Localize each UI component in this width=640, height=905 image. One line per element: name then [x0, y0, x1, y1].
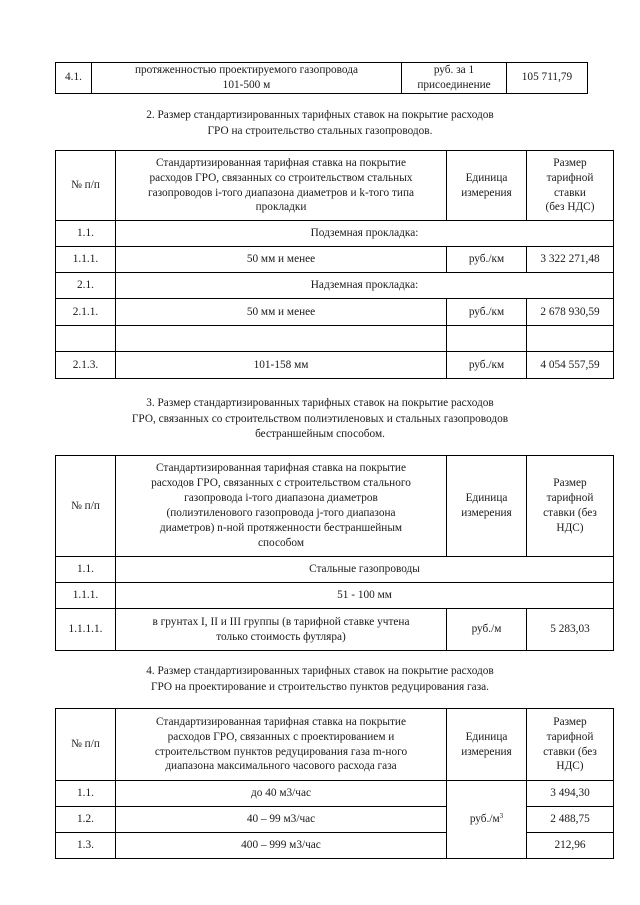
row-description: 400 – 999 м3/час [116, 833, 447, 859]
row-number: 1.1. [56, 557, 116, 583]
row-description: 101-158 мм [116, 352, 447, 379]
row-value: 4 054 557,59 [527, 352, 614, 379]
section4-table [55, 708, 614, 859]
header-description: Стандартизированная тарифная ставка на покрытие расходов ГРО, связанных с проектированием и строительством пунктов редуцирования газа m-ного диапазона максимального часового расхода газа [116, 709, 447, 781]
header-rate: Размер тарифной ставки (без НДС) [527, 709, 614, 781]
section2-table [55, 150, 614, 379]
row-number: 2.1.1. [56, 299, 116, 326]
table-row [56, 273, 614, 299]
table-row [56, 352, 614, 379]
row-description [116, 326, 447, 352]
row-number: 2.1. [56, 273, 116, 299]
header-description: Стандартизированная тарифная ставка на покрытие расходов ГРО, связанных с строительством стального газопровода i-того диапазона диаметров (полиэтиленового газопровода j-того диапазона диаметров) n-ной протяженности бестраншейным способом [116, 456, 447, 557]
row-number: 1.1.1. [56, 583, 116, 609]
header-num: № п/п [56, 151, 116, 221]
row-unit: руб./км [447, 299, 527, 326]
row-value: 3 322 271,48 [527, 247, 614, 273]
row-description: в грунтах I, II и III группы (в тарифной ставке учтена только стоимость футляра) [116, 609, 447, 651]
header-description: Стандартизированная тарифная ставка на покрытие расходов ГРО, связанных со строительством стальных газопроводов i-того диапазона диаметров и k-того типа прокладки [116, 151, 447, 221]
row-description: 50 мм и менее [116, 247, 447, 273]
row-number: 1.3. [56, 833, 116, 859]
header-num: № п/п [56, 456, 116, 557]
section3-heading: 3. Размер стандартизированных тарифных ставок на покрытие расходов ГРО, связанных со строительством полиэтиленовых и стальных газопроводов бестраншейным способом. [131, 397, 509, 440]
table-row [56, 247, 614, 273]
row-value: 5 283,03 [527, 609, 614, 651]
row-value [527, 326, 614, 352]
row-unit: руб./км [447, 352, 527, 379]
table-header-row [56, 456, 614, 557]
table-row [56, 833, 614, 859]
row-description: протяженностью проектируемого газопровода 101-500 м [92, 63, 402, 94]
row-unit: руб./км [447, 247, 527, 273]
row-value: 2 488,75 [527, 807, 614, 833]
row-unit: руб. за 1 присоединение [402, 63, 507, 94]
table-row [56, 299, 614, 326]
row-description: 40 – 99 м3/час [116, 807, 447, 833]
row-value: 212,96 [527, 833, 614, 859]
table-row [56, 63, 588, 94]
header-unit: Единица измерения [447, 456, 527, 557]
table-header-row [56, 151, 614, 221]
table-header-row [56, 709, 614, 781]
row-description: 50 мм и менее [116, 299, 447, 326]
row-value: 105 711,79 [507, 63, 588, 94]
row-number: 2.1.3. [56, 352, 116, 379]
row-group-label: Подземная прокладка: [116, 221, 614, 247]
table-row [56, 609, 614, 651]
row-value: 2 678 930,59 [527, 299, 614, 326]
row-group-label: Стальные газопроводы [116, 557, 614, 583]
row-number: 1.1.1.1. [56, 609, 116, 651]
table-row [56, 326, 614, 352]
row-group-label: Надземная прокладка: [116, 273, 614, 299]
header-unit: Единица измерения [447, 151, 527, 221]
table-row [56, 807, 614, 833]
header-num: № п/п [56, 709, 116, 781]
header-unit: Единица измерения [447, 709, 527, 781]
header-rate: Размер тарифной ставки (без НДС) [527, 456, 614, 557]
row-value: 3 494,30 [527, 781, 614, 807]
table-row [56, 557, 614, 583]
row-number: 4.1. [56, 63, 92, 94]
table-row [56, 221, 614, 247]
top-table [55, 62, 588, 94]
row-group-label: 51 - 100 мм [116, 583, 614, 609]
row-unit: $руб./м^3$ [447, 781, 527, 859]
table-row [56, 583, 614, 609]
row-unit [447, 326, 527, 352]
section3-table [55, 455, 614, 651]
table-row [56, 781, 614, 807]
row-number [56, 326, 116, 352]
row-description: до 40 м3/час [116, 781, 447, 807]
row-unit: руб./м [447, 609, 527, 651]
row-number: 1.1.1. [56, 247, 116, 273]
row-number: 1.1. [56, 781, 116, 807]
section2-heading: 2. Размер стандартизированных тарифных ставок на покрытие расходов ГРО на строительство стальных газопроводов. [146, 109, 494, 137]
row-number: 1.1. [56, 221, 116, 247]
row-number: 1.2. [56, 807, 116, 833]
section4-heading: 4. Размер стандартизированных тарифных ставок на покрытие расходов ГРО на проектирование и строительство пунктов редуцирования газа. [146, 665, 494, 693]
header-rate: Размер тарифной ставки (без НДС) [527, 151, 614, 221]
